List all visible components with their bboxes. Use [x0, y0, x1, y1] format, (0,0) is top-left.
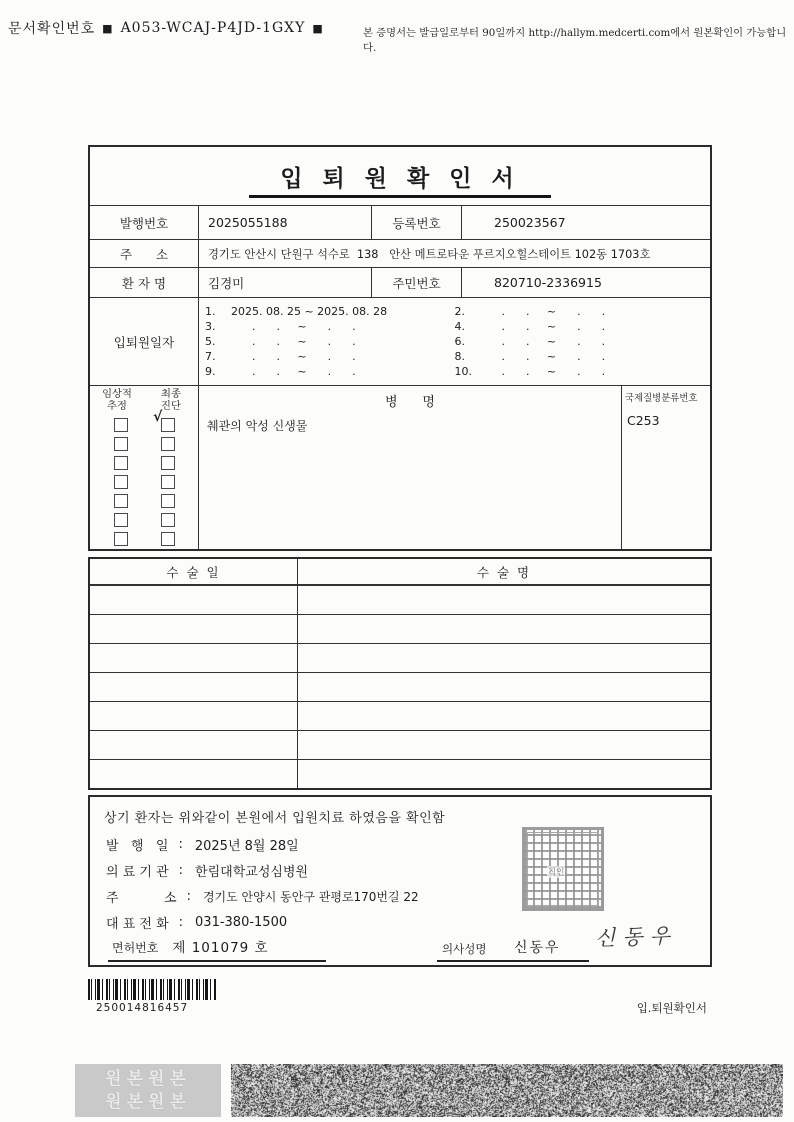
- watermark-text: 원본원본: [105, 1091, 191, 1112]
- icd-header: 국제질병분류번호: [625, 393, 698, 404]
- phone-value: 031-380-1500: [195, 915, 288, 930]
- date-slot: 10. . . ~ . .: [454, 365, 606, 378]
- final-checkbox[interactable]: [161, 532, 175, 546]
- issue-date-row: 발 행 일 : 2025년 8월 28일: [106, 837, 299, 854]
- institution-value: 한림대학교성심병원: [195, 865, 309, 880]
- stamp-caption: 직인: [548, 868, 565, 878]
- checkbox-row: [90, 475, 198, 489]
- final-checkbox[interactable]: [161, 513, 175, 527]
- date-slot: 7. . . ~ . .: [205, 350, 356, 363]
- checkbox-row: [90, 418, 198, 432]
- final-checkbox[interactable]: [161, 475, 175, 489]
- surgery-empty-row: [90, 731, 710, 760]
- reg-no-value: 250023567: [494, 215, 566, 230]
- surgery-empty-row: [90, 702, 710, 731]
- noise-strip: [231, 1064, 783, 1117]
- barcode-number: 250014816457: [96, 1002, 189, 1014]
- checkbox-row: [90, 513, 198, 527]
- final-checkbox[interactable]: [161, 494, 175, 508]
- address-label: 주 소: [90, 240, 199, 267]
- license-row: [112, 936, 269, 956]
- diagnosis-type-column: [90, 386, 199, 549]
- final-checkbox[interactable]: [161, 418, 175, 432]
- checkbox-row: [90, 532, 198, 546]
- clinical-estimate-header: 임상적 추정: [102, 388, 132, 412]
- final-checkbox[interactable]: [161, 456, 175, 470]
- surgery-empty-row: [90, 644, 710, 673]
- icd-column: [622, 386, 710, 549]
- clinical-checkbox[interactable]: [114, 532, 128, 546]
- date-slot: 1. 2025. 08. 25 ~ 2025. 08. 28: [205, 305, 388, 318]
- checkbox-row: [90, 456, 198, 470]
- phone-row: 대 표 전 화 : 031-380-1500: [106, 915, 288, 932]
- issue-number-row: [90, 206, 710, 240]
- patient-name-label: 환 자 명: [90, 268, 199, 297]
- license-no-value: 제 101079 호: [172, 940, 269, 956]
- admission-dates-grid: [199, 298, 710, 385]
- original-watermark: [75, 1064, 221, 1117]
- diagnosis-row: [90, 386, 710, 549]
- surgery-table-body: [90, 586, 710, 788]
- disease-name-header: 병 명: [385, 395, 435, 410]
- institution-label: 의 료 기 관: [106, 865, 169, 880]
- doctor-name-value: 신동우: [514, 940, 561, 956]
- date-slot: 6. . . ~ . .: [454, 335, 606, 348]
- admission-dates-row: [90, 298, 710, 386]
- issue-no-value: 2025055188: [199, 206, 372, 239]
- clinical-checkbox[interactable]: [114, 418, 128, 432]
- diagnosis-type-headers: [90, 386, 198, 413]
- final-checkbox[interactable]: [161, 437, 175, 451]
- resident-no-value: 820710-2336915: [494, 275, 602, 290]
- date-slot: 4. . . ~ . .: [454, 320, 606, 333]
- hospital-seal-stamp: [522, 827, 604, 911]
- hospital-address-label: 주 소: [106, 891, 177, 906]
- origin-check-notice: 본 증명서는 발급일로부터 90일까지 http://hallym.medcerti.com에서 원본확인이 가능합니다.: [363, 27, 787, 54]
- final-diagnosis-checkmark: √: [153, 409, 163, 425]
- issue-info-block: [88, 795, 712, 967]
- surgery-date-header: 수 술 일: [90, 559, 298, 584]
- doctor-signature: 신동우: [594, 923, 678, 951]
- patient-name-value: 김경미: [199, 268, 372, 297]
- date-slot: 5. . . ~ . .: [205, 335, 356, 348]
- license-no-label: 면허번호: [112, 941, 159, 955]
- address-value: 경기도 안산시 단원구 석수로 138 안산 메트로타운 푸르지오힐스테이트 102동 1703호: [208, 247, 651, 261]
- icd-code-value: C253: [627, 413, 660, 428]
- title-row: [90, 147, 710, 206]
- watermark-text: 원본원본: [105, 1069, 191, 1090]
- date-slot: 8. . . ~ . .: [454, 350, 606, 363]
- issue-date-value: 2025년 8월 28일: [194, 839, 299, 854]
- doc-verify-label: 문서확인번호: [8, 21, 96, 37]
- surgery-name-header: 수 술 명: [476, 564, 532, 580]
- surgery-empty-row: [90, 615, 710, 644]
- doc-verify-line: [8, 18, 324, 38]
- hospital-address-value: 경기도 안양시 동안구 관평로170번길 22: [202, 890, 419, 904]
- checkbox-row: [90, 494, 198, 508]
- institution-row: 의 료 기 관 : 한림대학교성심병원: [106, 863, 309, 880]
- final-diagnosis-header: 최종 진단: [161, 388, 181, 412]
- verify-marker-icon: ■: [102, 21, 114, 35]
- clinical-checkbox[interactable]: [114, 494, 128, 508]
- surgery-table: [88, 557, 712, 790]
- issue-date-label: 발 행 일: [106, 839, 169, 854]
- phone-label: 대 표 전 화: [106, 917, 169, 932]
- clinical-checkbox[interactable]: [114, 456, 128, 470]
- doc-type-label: 입.퇴원확인서: [636, 1001, 707, 1015]
- doctor-name-label: 의사성명: [442, 942, 487, 956]
- date-slot: 2. . . ~ . .: [454, 305, 606, 318]
- clinical-checkbox[interactable]: [114, 475, 128, 489]
- surgery-empty-row: [90, 673, 710, 702]
- surgery-empty-row: [90, 586, 710, 615]
- date-slot: 3. . . ~ . .: [205, 320, 356, 333]
- disease-name-value: 췌관의 악성 신생물: [207, 419, 308, 433]
- page-title: 입 퇴 원 확 인 서: [280, 165, 520, 192]
- date-slot: 9. . . ~ . .: [205, 365, 356, 378]
- reg-no-label: 등록번호: [372, 206, 462, 239]
- disease-name-column: [199, 386, 622, 549]
- license-underline: [108, 960, 326, 962]
- barcode: [88, 979, 216, 1000]
- checkbox-row: [90, 437, 198, 451]
- main-certificate-table: [88, 145, 712, 551]
- issue-no-label: 발행번호: [90, 206, 199, 239]
- confirmation-statement: 상기 환자는 위와같이 본원에서 입원치료 하였음을 확인함: [104, 811, 446, 826]
- clinical-checkbox[interactable]: [114, 513, 128, 527]
- patient-row: [90, 268, 710, 298]
- admission-dates-label: 입퇴원일자: [90, 298, 199, 385]
- title-underline: [249, 195, 551, 198]
- clinical-checkbox[interactable]: [114, 437, 128, 451]
- surgery-empty-row: [90, 760, 710, 788]
- hospital-address-row: 주 소 : 경기도 안양시 동안구 관평로170번길 22: [106, 889, 419, 906]
- doctor-underline: [437, 960, 589, 962]
- doc-verify-code: A053-WCAJ-P4JD-1GXY: [120, 20, 306, 36]
- verify-marker-icon: ■: [312, 21, 324, 35]
- address-row: [90, 240, 710, 268]
- resident-no-label: 주민번호: [372, 268, 462, 297]
- surgery-table-header: [90, 559, 710, 586]
